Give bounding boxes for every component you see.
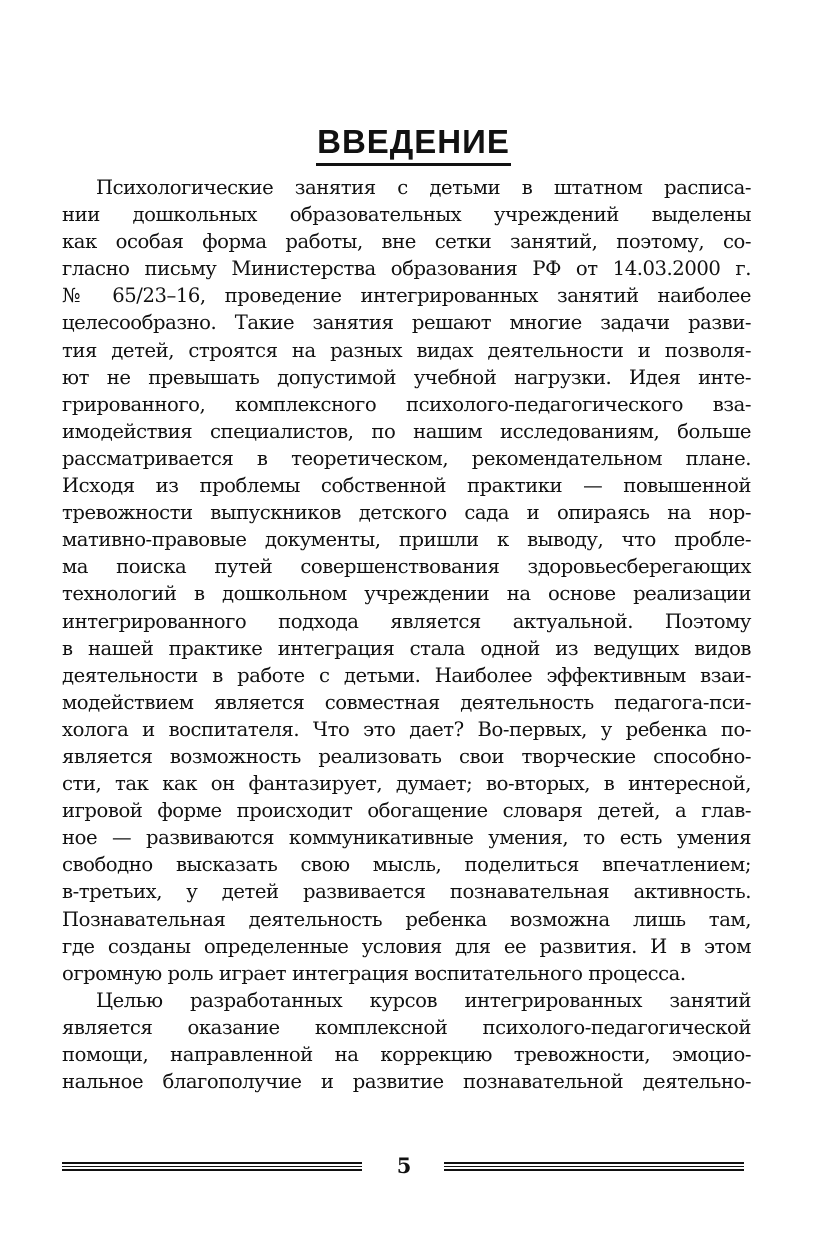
text-line: свободно высказать свою мысль, поделиться впечатлением; <box>62 853 751 877</box>
chapter-heading <box>0 120 827 166</box>
text-line: помощи, направленной на коррекцию тревожности, эмоцио- <box>62 1043 751 1066</box>
text-line: как особая форма работы, вне сетки занятий, поэтому, со- <box>62 230 751 254</box>
text-line: № 65/23–16, проведение интегрированных занятий наиболее <box>62 284 751 308</box>
text-line: тревожности выпускников детского сада и опираясь на нор- <box>62 501 751 525</box>
text-line: технологий в дошкольном учреждении на основе реализации <box>62 582 751 606</box>
text-line: холога и воспитателя. Что это дает? Во-первых, у ребенка по- <box>62 717 751 741</box>
text-line: ют не превышать допустимой учебной нагрузки. Идея инте- <box>62 365 751 389</box>
text-line: нальное благополучие и развитие познавательной деятельно- <box>62 1070 751 1094</box>
footer-rule-right <box>444 1162 744 1171</box>
text-line: грированного, комплексного психолого-педагогического вза- <box>62 392 751 416</box>
text-line: огромную роль играет интеграция воспитательного процесса. <box>62 961 686 985</box>
text-line: тия детей, строятся на разных видах деятельности и позволя- <box>62 338 751 362</box>
text-line: мативно-правовые документы, пришли к выводу, что пробле- <box>62 528 751 552</box>
text-line: рассматривается в теоретическом, рекомендательном плане. <box>62 446 751 470</box>
body-text <box>62 174 751 1095</box>
text-line: интегрированного подхода является актуальной. Поэтому <box>62 609 751 633</box>
text-line: модействием является совместная деятельность педагога-пси- <box>62 690 751 714</box>
text-line: игровой форме происходит обогащение словаря детей, а глав- <box>62 799 751 823</box>
chapter-heading-text: ВВЕДЕНИЕ <box>316 123 511 166</box>
text-line: является оказание комплексной психолого-педагогической <box>62 1015 751 1039</box>
text-line: в нашей практике интеграция стала одной из ведущих видов <box>62 636 751 660</box>
text-line: Познавательная деятельность ребенка возможна лишь там, <box>62 907 751 931</box>
text-line: гласно письму Министерства образования РФ от 14.03.2000 г. <box>62 257 751 281</box>
text-line: где созданы определенные условия для ее развития. И в этом <box>62 934 751 958</box>
text-line: Целью разработанных курсов интегрированных занятий <box>96 988 751 1012</box>
text-line: ма поиска путей совершенствования здоровьесберегающих <box>62 555 751 579</box>
text-line: нии дошкольных образовательных учреждений выделены <box>62 203 751 227</box>
text-line: Исходя из проблемы собственной практики — повышенной <box>62 474 751 498</box>
text-line: сти, так как он фантазирует, думает; во-вторых, в интересной, <box>62 772 751 796</box>
paragraph <box>62 174 751 987</box>
footer-rule-left <box>62 1162 362 1171</box>
text-line: Психологические занятия с детьми в штатном расписа- <box>96 176 751 199</box>
paragraph <box>62 987 751 1095</box>
text-line: ное — развиваются коммуникативные умения, то есть умения <box>62 826 751 850</box>
text-line: деятельности в работе с детьми. Наиболее эффективным взаи- <box>62 663 751 687</box>
text-line: целесообразно. Такие занятия решают многие задачи разви- <box>62 311 751 335</box>
text-line: в-третьих, у детей развивается познавательная активность. <box>62 880 751 904</box>
text-line: имодействия специалистов, по нашим исследованиям, больше <box>62 419 751 443</box>
page-number: 5 <box>396 1153 412 1178</box>
page-footer <box>0 1150 827 1190</box>
text-line: является возможность реализовать свои творческие способно- <box>62 744 751 768</box>
